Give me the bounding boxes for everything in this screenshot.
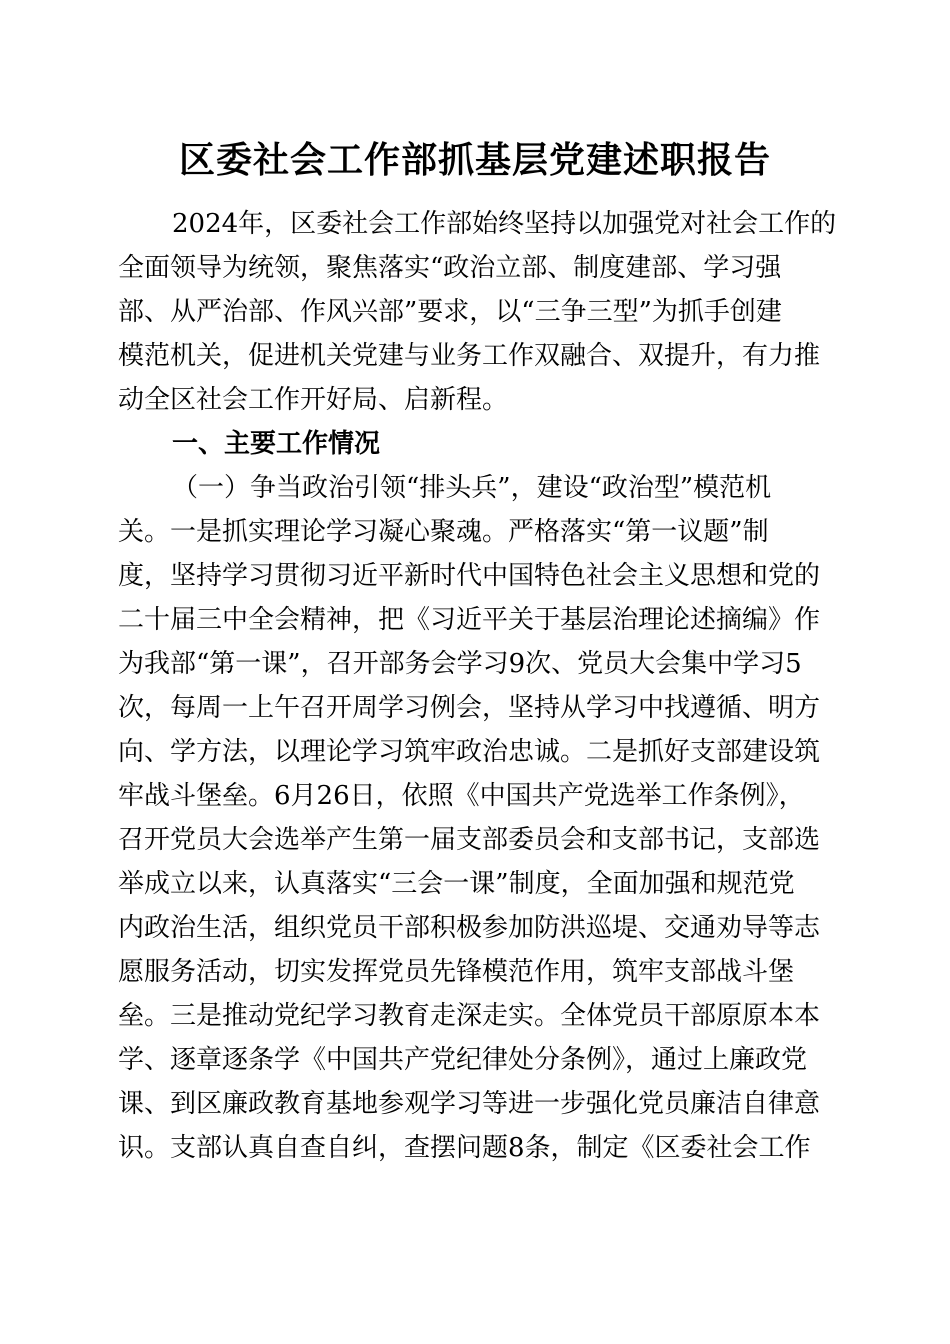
paragraph-line: 关。一是抓实理论学习凝心聚魂。严格落实“第一议题”制 [118,517,769,547]
paragraph-line: 向、学方法，以理论学习筑牢政治忠诚。二是抓好支部建设筑 [118,737,821,767]
paragraph-line: 2024年，区委社会工作部始终坚持以加强党对社会工作的 [172,209,837,239]
paragraph-line: 垒。三是推动党纪学习教育走深走实。全体党员干部原原本本 [118,1001,821,1031]
paragraph-line: 内政治生活，组织党员干部积极参加防洪巡堤、交通劝导等志 [118,913,821,943]
subsection-heading-line: （一）争当政治引领“排头兵”，建设“政治型”模范机 [172,473,772,503]
paragraph-line: 模范机关，促进机关党建与业务工作双融合、双提升，有力推 [118,341,821,371]
paragraph-line: 愿服务活动，切实发挥党员先锋模范作用，筑牢支部战斗堡 [118,957,795,987]
document-title: 区委社会工作部抓基层党建述职报告 [178,139,771,181]
paragraph-line: 学、逐章逐条学《中国共产党纪律处分条例》，通过上廉政党 [118,1045,808,1075]
paragraph-line: 次，每周一上午召开周学习例会，坚持从学习中找遵循、明方 [118,693,821,723]
paragraph-line: 识。支部认真自查自纠，查摆问题8条，制定《区委社会工作 [118,1133,811,1163]
paragraph-line: 课、到区廉政教育基地参观学习等进一步强化党员廉洁自律意 [118,1089,821,1119]
paragraph-line: 召开党员大会选举产生第一届支部委员会和支部书记，支部选 [118,825,821,855]
paragraph-line: 动全区社会工作开好局、启新程。 [118,385,509,415]
paragraph-line: 牢战斗堡垒。6月26日，依照《中国共产党选举工作条例》， [118,781,805,811]
paragraph-line: 举成立以来，认真落实“三会一课”制度，全面加强和规范党 [118,869,795,899]
paragraph-line: 二十届三中全会精神，把《习近平关于基层治理论述摘编》作 [118,605,821,635]
paragraph-line: 度，坚持学习贯彻习近平新时代中国特色社会主义思想和党的 [118,561,821,591]
section-heading: 一、主要工作情况 [172,429,381,459]
paragraph-line: 为我部“第一课”，召开部务会学习9次、党员大会集中学习5 [118,649,802,679]
paragraph-line: 部、从严治部、作风兴部”要求，以“三争三型”为抓手创建 [118,297,782,327]
paragraph-line: 全面领导为统领，聚焦落实“政治立部、制度建部、学习强 [118,253,782,283]
